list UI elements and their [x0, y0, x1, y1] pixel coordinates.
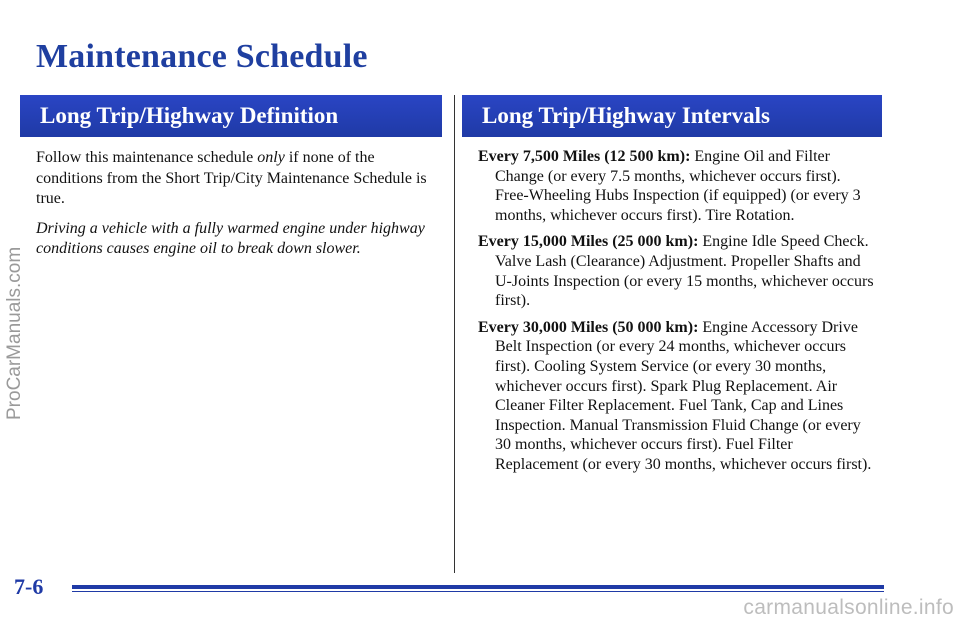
intervals-column	[478, 147, 878, 482]
definition-note: Driving a vehicle with a fully warmed engine under highway conditions causes engine oil to break down slower.	[36, 219, 425, 257]
section-header-definition: Long Trip/Highway Definition	[20, 95, 442, 137]
section-header-intervals: Long Trip/Highway Intervals	[462, 95, 882, 137]
interval-heading: Every 15,000 Miles (25 000 km):	[478, 233, 699, 251]
emphasis-only: only	[257, 149, 285, 166]
definition-column	[36, 148, 436, 269]
interval-text: Engine Oil and Filter Change (or every 7.5 months, whichever occurs first). Free-Wheeling Hubs Inspection (if equipped) (or every 3 months, whichever occurs first). Tire Rotation.	[495, 148, 861, 224]
page-title: Maintenance Schedule	[36, 38, 368, 75]
column-divider	[454, 95, 455, 573]
definition-paragraph: Follow this maintenance schedule only if none of the conditions from the Short Trip/City Maintenance Schedule is true.	[36, 149, 427, 207]
interval-heading: Every 30,000 Miles (50 000 km):	[478, 318, 699, 336]
page-number: 7-6	[14, 574, 44, 599]
footer-rule	[72, 585, 884, 589]
interval-text: Engine Idle Speed Check. Valve Lash (Clearance) Adjustment. Propeller Shafts and U-Joints Inspection (or every 15 months, whichever occurs first).	[495, 233, 874, 310]
interval-15000	[478, 232, 878, 310]
watermark-bottom: carmanualsonline.info	[743, 596, 954, 619]
interval-7500	[478, 147, 878, 225]
footer-rule-thin	[72, 591, 884, 592]
interval-heading: Every 7,500 Miles (12 500 km):	[478, 148, 691, 165]
watermark-left: ProCarManuals.com	[4, 246, 25, 420]
interval-text: Engine Accessory Drive Belt Inspection (or every 24 months, whichever occurs first). Cooling System Service (or every 30 months, whichever occurs first). Spark Plug Replacement. Air Cleaner Filter Replacement. Fuel Tank, Cap and Lines Inspection. Manual Transmission Fluid Change (or every 30 months, whichever occurs first). Fuel Filter Replacement (or every 30 months, whichever occurs first).	[495, 318, 872, 473]
interval-30000	[478, 318, 878, 475]
